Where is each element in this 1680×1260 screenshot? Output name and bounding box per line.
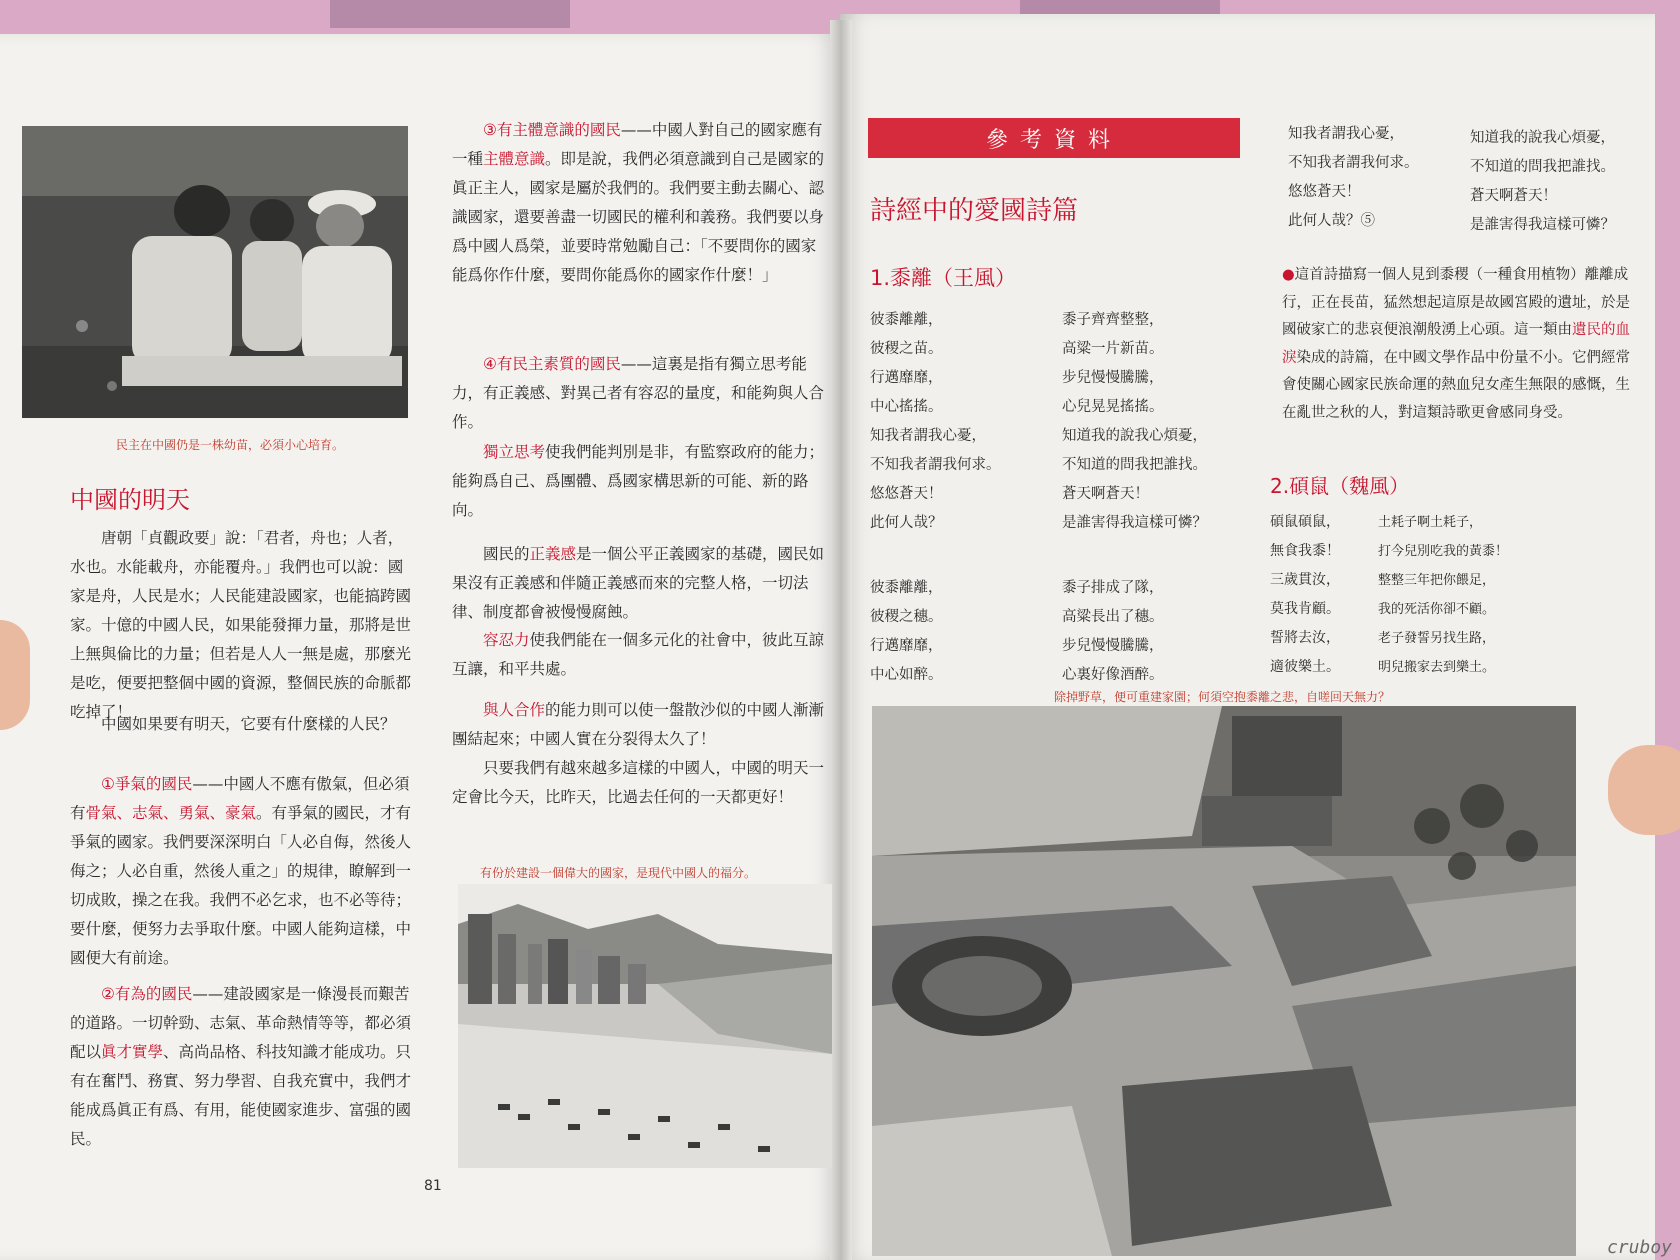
poem1-stanza3-original: [1288, 120, 1419, 236]
independent-thinking-term: 獨立思考: [483, 443, 546, 461]
section-heading: 中國的明天: [70, 486, 190, 514]
poem2-title: 2.碩鼠（魏風）: [1270, 474, 1410, 498]
item1-text-a: ——中國人不應有傲氣，但必須有: [70, 775, 410, 822]
final-paragraph: [452, 754, 826, 812]
intro-paragraph: [70, 524, 418, 727]
item3-title: ③有主體意識的國民: [483, 121, 621, 139]
poem-line: 此何人哉？: [870, 515, 943, 531]
final-text: 只要我們有越來越多這樣的中國人，中國的明天一定會比今天，比昨天，比過去任何的一天都更好！: [452, 759, 825, 806]
poem-line: 蒼天啊蒼天！: [1062, 486, 1149, 502]
poem2-original: [1270, 508, 1340, 682]
justice-term: 正義感: [529, 545, 577, 563]
justice-text-b: 是一個公平正義國家的基礎，國民如果沒有正義感和伴隨正義感而來的完整人格，一切法律、制度都會被慢慢腐蝕。: [452, 545, 825, 621]
item2-text-a: ——建設國家是一條漫長而艱苦的道路。一切幹勁、志氣、革命熱情等等，都必須配以: [70, 985, 412, 1061]
poem1-stanza2-translation: [1062, 574, 1164, 690]
tolerance-text: 使我們能在一個多元化的社會中，彼此互諒互讓，和平共處。: [452, 631, 825, 678]
poem-line: 中心搖搖。: [870, 399, 943, 415]
poem-line: 莫我肯顧。: [1270, 601, 1340, 617]
poem-line: 適彼樂土。: [1270, 659, 1340, 675]
item1-red-text: 骨氣、志氣、勇氣、豪氣: [85, 804, 257, 822]
poem-line: 知我者謂我心憂，: [870, 428, 986, 444]
poem-line: 彼稷之苗。: [870, 341, 943, 357]
item1-title: ①爭氣的國民: [101, 775, 193, 793]
poem-line: 悠悠蒼天！: [870, 486, 943, 502]
poem-line: 高粱長出了穗。: [1062, 609, 1164, 625]
background-stripe: [1020, 0, 1220, 14]
item1-paragraph: [70, 770, 418, 973]
poem-line: 行邁靡靡，: [870, 638, 943, 654]
poem-line: 碩鼠碩鼠，: [1270, 514, 1340, 530]
intro-text: 唐朝「貞觀政要」說：「君者，舟也；人者，水也。水能載舟，亦能覆舟。」我們也可以說：國家是舟，人民是水；人民能建設國家，也能搞跨國家。十億的中國人民，如果能發揮力量，那將是世上無與倫比的力量；但若是人人一無是處，那麼光是吃，便要把整個中國的資源，整個民族的命脈都吃掉了！: [70, 529, 412, 721]
independent-thinking-paragraph: [452, 438, 826, 525]
photo2-caption: 有份於建設一個偉大的國家，是現代中國人的福分。: [480, 866, 757, 880]
cooperation-term: 與人合作: [483, 701, 546, 719]
item3-red-text: 主體意識: [483, 150, 546, 168]
poem-line: 此何人哉？⑤: [1288, 213, 1375, 229]
poem-line: 是誰害得我這樣可憐？: [1062, 515, 1207, 531]
item4-title: ④有民主素質的國民: [483, 355, 621, 373]
left-thumb: [0, 620, 30, 730]
poem2-translation: [1378, 508, 1508, 682]
item3-text-b: 。即是說，我們必須意識到自己是國家的眞正主人，國家是屬於我們的。我們要主動去關心、認識國家，還要善盡一切國民的權利和義務。我們要以身爲中國人爲榮，並要時常勉勵自己：「不要問你的國家能爲你作什麼，要問你能爲你的國家作什麼！」: [452, 150, 825, 284]
note-text-a: 這首詩描寫一個人見到黍稷（一種食用植物）離離成行，正在長苗，猛然想起這原是故國宮殿的遺址，於是國破家亡的悲哀便浪潮般湧上心頭。這一類由: [1282, 267, 1630, 338]
poem-line: 誓將去汝，: [1270, 630, 1340, 646]
poem1-stanza3-translation: [1470, 124, 1615, 240]
poem-line: 彼黍離離，: [870, 580, 943, 596]
item2-paragraph: [70, 980, 418, 1154]
poem-line: 中心如醉。: [870, 667, 943, 683]
poem-line: 老子發誓另找生路，: [1378, 631, 1496, 646]
note-text-b: 染成的詩篇，在中國文學作品中份量不小。它們經常會使關心國家民族命運的熱血兒女產生無限的感慨，生在亂世之秋的人，對這類詩歌更會感同身受。: [1282, 349, 1630, 421]
independent-thinking-text: 使我們能判別是非，有監察政府的能力；能夠爲自己、爲團體、爲國家構思新的可能、新的路向。: [452, 443, 825, 519]
poem-line: 心裏好像酒醉。: [1062, 667, 1164, 683]
reference-banner: 參考資料: [868, 118, 1240, 158]
note-red-text: 遺民的血淚: [1282, 322, 1630, 366]
city-construction-photo: [458, 884, 832, 1168]
poem-line: 蒼天啊蒼天！: [1470, 188, 1557, 204]
page-number: 81: [424, 1178, 442, 1194]
poem1-original: [870, 306, 1001, 538]
poem1-stanza2-original: [870, 574, 943, 690]
poem-line: 明兒搬家去到樂土。: [1378, 660, 1496, 675]
poem-line: 知道我的說我心煩憂，: [1470, 130, 1615, 146]
item3-paragraph: [452, 116, 826, 290]
cooperation-text: 的能力則可以使一盤散沙似的中國人漸漸團結起來；中國人實在分裂得太久了！: [452, 701, 825, 748]
bullet-dot-icon: ●: [1282, 267, 1295, 283]
tolerance-paragraph: [452, 626, 826, 684]
poem-line: 行邁靡靡，: [870, 370, 943, 386]
question-paragraph: [70, 710, 418, 739]
poem-line: 是誰害得我這樣可憐？: [1470, 217, 1615, 233]
photo3-caption: 除掉野草，便可重建家園；何須空抱黍離之悲，自嗟回天無力？: [1054, 690, 1391, 704]
watermark: cruboy: [1606, 1237, 1672, 1258]
background-stripe: [330, 0, 570, 28]
item4-paragraph: [452, 350, 826, 437]
poem-line: 步兒慢慢騰騰，: [1062, 370, 1164, 386]
poem-line: 悠悠蒼天！: [1288, 184, 1361, 200]
poem-line: 土耗子啊土耗子，: [1378, 515, 1483, 530]
justice-paragraph: [452, 540, 826, 627]
poem-line: 步兒慢慢騰騰，: [1062, 638, 1164, 654]
item3-text-a: ——中國人對自己的國家應有一種: [452, 121, 823, 168]
poem-line: 黍子排成了隊，: [1062, 580, 1164, 596]
item4-text: ——這裏是指有獨立思考能力，有正義感、對異己者有容忍的量度，和能夠與人合作。: [452, 355, 825, 431]
poem1-translation: [1062, 306, 1207, 538]
poem-line: 高粱一片新苗。: [1062, 341, 1164, 357]
poem-line: 我的死活你卻不顧。: [1378, 602, 1496, 617]
poem-line: 不知我者謂我何求。: [1288, 155, 1419, 171]
book-spine: [830, 20, 852, 1260]
tolerance-term: 容忍力: [483, 631, 530, 649]
poem-line: 不知我者謂我何求。: [870, 457, 1001, 473]
ruins-photo: [872, 706, 1576, 1256]
justice-text-a: 國民的: [483, 545, 530, 563]
poem-line: 知我者謂我心憂，: [1288, 126, 1404, 142]
poem-line: 不知道的問我把誰找。: [1470, 159, 1615, 175]
poem-line: 無食我黍！: [1270, 543, 1340, 559]
photo1-caption: 民主在中國仍是一株幼苗，必須小心培育。: [116, 438, 345, 452]
poem-line: 知道我的說我心煩憂，: [1062, 428, 1207, 444]
poem-line: 黍子齊齊整整，: [1062, 312, 1164, 328]
poem-line: 彼黍離離，: [870, 312, 943, 328]
poem-line: 彼稷之穗。: [870, 609, 943, 625]
question-text: 中國如果要有明天，它要有什麼樣的人民？: [101, 715, 396, 733]
cooperation-paragraph: [452, 696, 826, 754]
poem1-note: [1282, 262, 1632, 427]
poems-title: 詩經中的愛國詩篇: [870, 196, 1079, 226]
poem1-title: 1.黍離（王風）: [870, 266, 1017, 290]
poem-line: 整整三年把你餵足，: [1378, 573, 1496, 588]
right-thumb: [1608, 745, 1680, 835]
item1-text-b: 。有爭氣的國民，才有爭氣的國家。我們要深深明白「人必自侮，然後人侮之；人必自重，然後人重之」的規律，瞭解到一切成敗，操之在我。我們不必乞求，也不必等待；要什麼，便努力去爭取什麼。中國人能夠這樣，中國便大有前途。: [70, 804, 412, 967]
children-planting-photo: [22, 126, 408, 418]
poem-line: 不知道的問我把誰找。: [1062, 457, 1207, 473]
poem-line: 三歲貫汝，: [1270, 572, 1340, 588]
item2-text-b: 、高尚品格、科技知識才能成功。只有在奮鬥、務實、努力學習、自我充實中，我們才能成爲眞正有爲、有用，能使國家進步、富强的國民。: [70, 1043, 412, 1148]
poem-line: 打今兒別吃我的黃黍！: [1378, 544, 1509, 559]
item2-red-text: 眞才實學: [101, 1043, 164, 1061]
poem-line: 心兒晃晃搖搖。: [1062, 399, 1164, 415]
item2-title: ②有為的國民: [101, 985, 193, 1003]
